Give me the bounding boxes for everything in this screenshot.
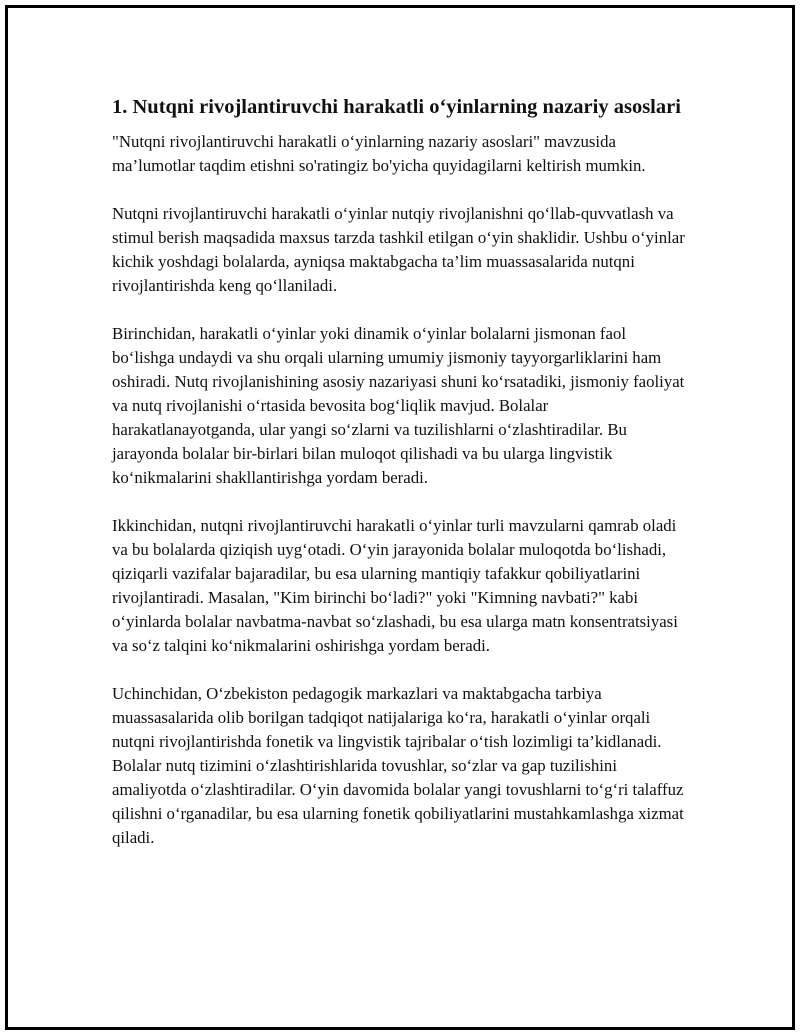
paragraph-second-point: Ikkinchidan, nutqni rivojlantiruvchi harakatli o‘yinlar turli mavzularni qamrab oladi va bu bolalarda qiziqish uyg‘otadi. O‘yin jarayonida bolalar muloqotda bo‘lishadi, qiziqarli vazifalar bajaradilar, bu esa ularning mantiqiy tafakkur qobiliyatlarini rivojlantiradi. Masalan, "Kim birinchi bo‘ladi?" yoki "Kimning navbati?" kabi o‘yinlarda bolalar navbatma-navbat so‘zlashadi, bu esa ularga matn konsentratsiyasi va so‘z talqini ko‘nikmalarini oshirishga yordam beradi. xyxy=(112,516,678,655)
paragraph-intro: "Nutqni rivojlantiruvchi harakatli o‘yinlarning nazariy asoslari" mavzusida ma’lumotlar taqdim etishni so'ratingiz bo'yicha quyidagilarni keltirish mumkin. xyxy=(112,132,646,175)
section-heading: 1. Nutqni rivojlantiruvchi harakatli o‘yinlarning nazariy asoslari xyxy=(112,96,681,118)
paragraph-first-point: Birinchidan, harakatli o‘yinlar yoki dinamik o‘yinlar bolalarni jismonan faol bo‘lishga undaydi va shu orqali ularning umumiy jismoniy tayyorgarliklarini ham oshiradi. Nutq rivojlanishining asosiy nazariyasi shuni ko‘rsatadiki, jismoniy faoliyat va nutq rivojlanishi o‘rtasida bevosita bog‘liqlik mavjud. Bolalar harakatlanayotganda, ular yangi so‘zlarni va tuzilishlarni o‘zlashtiradilar. Bu jarayonda bolalar bir-birlari bilan muloqot qilishadi va bu ularga lingvistik ko‘nikmalarini shakllantirishga yordam beradi. xyxy=(112,324,685,487)
document-body xyxy=(112,93,692,874)
paragraph-definition: Nutqni rivojlantiruvchi harakatli o‘yinlar nutqiy rivojlanishni qo‘llab-quvvatlash va stimul berish maqsadida maxsus tarzda tashkil etilgan o‘yin shaklidir. Ushbu o‘yinlar kichik yoshdagi bolalarda, ayniqsa maktabgacha ta’lim muassasalarida nutqni rivojlantirishda keng qo‘llaniladi. xyxy=(112,204,685,295)
paragraph-third-point: Uchinchidan, O‘zbekiston pedagogik markazlari va maktabgacha tarbiya muassasalarida olib borilgan tadqiqot natijalariga ko‘ra, harakatli o‘yinlar orqali nutqni rivojlantirishda fonetik va lingvistik tajribalar o‘tish lozimligi ta’kidlanadi. Bolalar nutq tizimini o‘zlashtirishlarida tovushlar, so‘zlar va gap tuzilishini amaliyotda o‘zlashtiradilar. O‘yin davomida bolalar yangi tovushlarni to‘g‘ri talaffuz qilishni o‘rganadilar, bu esa ularning fonetik qobiliyatlarini mustahkamlashga xizmat qiladi. xyxy=(112,684,684,847)
